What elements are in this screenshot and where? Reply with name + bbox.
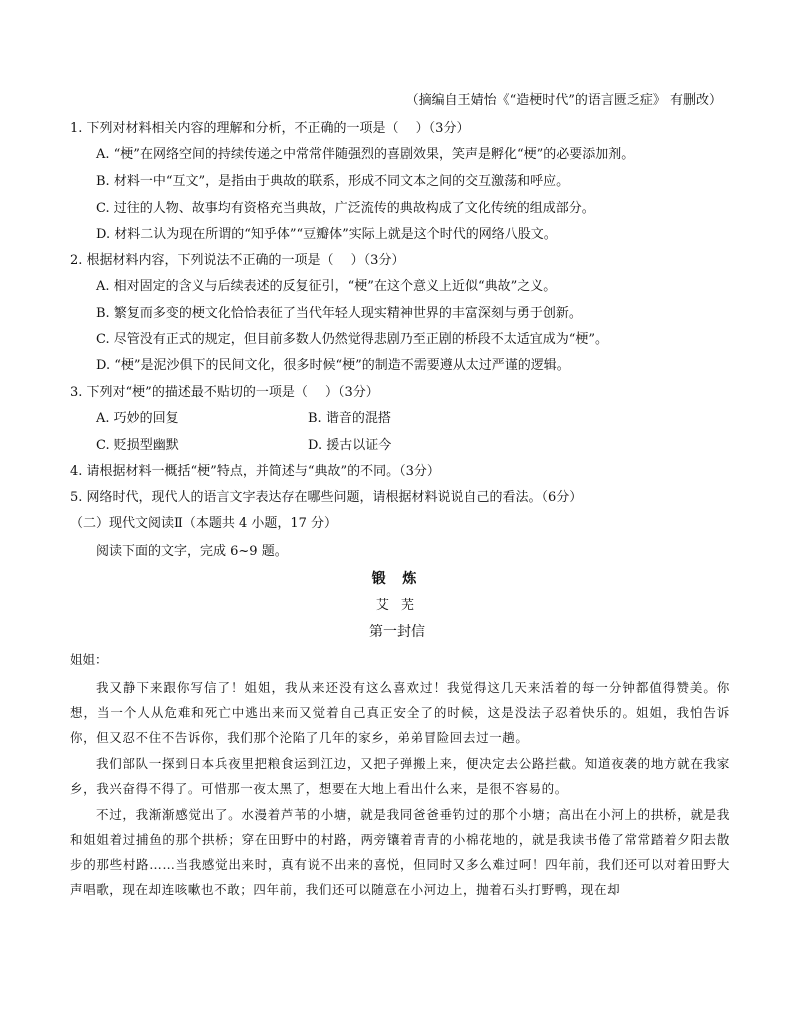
letter-title: 第一封信 [369,624,425,640]
question-4-stem: 4. 请根据材料一概括“梗”特点，并简述与“典故”的不同。（3分） [70,464,440,479]
question-2-stem: 2. 根据材料内容，下列说法不正确的一项是（ ）（3分） [70,253,405,268]
question-3-stem: 3. 下列对“梗”的描述最不贴切的一项是（ ）（3分） [70,385,379,400]
question-2-option-b: B. 繁复而多变的梗文化恰恰表征了当代年轻人现实精神世界的丰富深刻与勇于创新。 [96,306,582,321]
question-1-option-a: A. “梗”在网络空间的持续传递之中常常伴随强烈的喜剧效果，笑声是孵化“梗”的必要添加剂。 [96,147,635,162]
question-3-option-c: C. 贬损型幽默 [96,438,179,453]
question-1-stem: 1. 下列对材料相关内容的理解和分析，不正确的一项是（ ）（3分） [70,121,470,136]
question-2-option-d: D. “梗”是泥沙俱下的民间文化，很多时候“梗”的制造不需要遵从太过严谨的逻辑。 [96,358,570,373]
question-5-stem: 5. 网络时代，现代人的语言文字表达存在哪些问题，请根据材料说说自己的看法。（6分） [70,490,583,505]
section-heading: （二）现代文阅读Ⅱ（本题共 4 小题，17 分） [70,516,338,531]
source-note: （摘编自王婧怡《“造梗时代”的语言匮乏症》 有删改） [405,93,722,108]
article-paragraph: 不过，我渐渐感觉出了。水漫着芦苇的小塘，就是我同爸爸垂钓过的那个小塘；高出在小河上的拱桥，就是我和姐姐着过捕鱼的那个拱桥；穿在田野中的村路，两旁镶着青青的小棉花地的，就是我读书倦了常常踏着夕阳去散步的那些村路……当我感觉出来时，真有说不出来的喜悦，但同时又多么难过呵！四年前，我们还可以对着田野大声唱歌，现在却连咳嗽也不敢；四年前，我们还可以随意在小河边上，抛着石头打野鸭，现在却 [70,807,730,897]
reading-instruction: 阅读下面的文字，完成 6~9 题。 [96,544,288,559]
question-2-option-c: C. 尽管没有正式的规定，但目前多数人仍然觉得悲剧乃至正剧的桥段不太适宜成为“梗”。 [96,332,609,347]
question-1-option-c: C. 过往的人物、故事均有资格充当典故，广泛流传的典故构成了文化传统的组成部分。 [96,201,595,216]
article-author: 艾 芜 [375,598,419,613]
question-3-option-d: D. 援古以证今 [308,438,392,453]
question-1-option-b: B. 材料一中“互文”，是指由于典故的联系，形成不同文本之间的交互激荡和呼应。 [96,174,570,189]
question-3-option-b: B. 谐音的混搭 [308,411,391,426]
question-3-option-a: A. 巧妙的回复 [96,411,179,426]
question-2-option-a: A. 相对固定的含义与后续表述的反复征引，“梗”在这个意义上近似“典故”之义。 [96,279,557,294]
article-paragraph: 我们部队一探到日本兵夜里把粮食运到江边，又把子弹搬上来，便决定去公路拦截。知道夜袭的地方就在我家乡，我兴奋得不得了。可惜那一夜太黑了，想要在大地上看出什么来，是很不容易的。 [70,756,730,796]
question-1-option-d: D. 材料二认为现在所谓的“知乎体”“豆瓣体”实际上就是这个时代的网络八股文。 [96,227,557,242]
article-title: 锻 炼 [371,571,423,587]
letter-salutation: 姐姐： [70,652,108,667]
article-paragraph: 我又静下来跟你写信了！姐姐，我从来还没有这么喜欢过！我觉得这几天来活着的每一分钟都值得赞美。你想，当一个人从危难和死亡中逃出来而又觉着自己真正安全了的时候，这是没法子忍着快乐的。姐姐，我怕告诉你，但又忍不住不告诉你，我们那个沦陷了几年的家乡，弟弟冒险回去过一趟。 [70,680,730,745]
